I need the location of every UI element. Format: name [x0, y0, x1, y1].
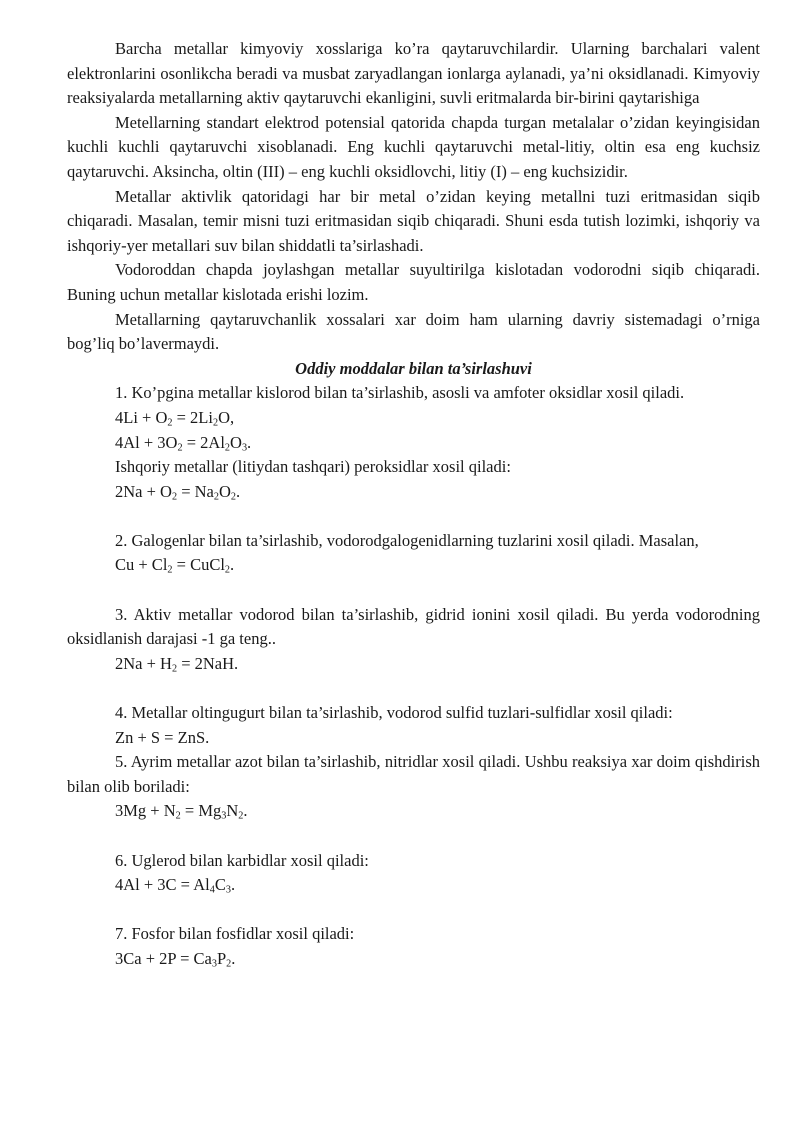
item-halogen-text: 2. Galogenlar bilan ta’sirlashib, vodorodgalogenidlarning tuzlarini xosil qiladi. Masalan,: [115, 530, 699, 550]
item-hydrogen-text: 3. Aktiv metallar vodorod bilan ta’sirlashib, gidrid ionini xosil qiladi. Bu yerda vodorodning oksidlanish darajasi -1 ga teng..: [67, 604, 760, 649]
item-phosphorus-text: 7. Fosfor bilan fosfidlar xosil qiladi:: [115, 924, 355, 944]
item-carbon-text: 6. Uglerod bilan karbidlar xosil qiladi:: [115, 850, 369, 870]
equation-ca-phosphide: $3Ca + 2P = Ca_3P_2$.: [115, 948, 236, 970]
item-peroxide-note: Ishqoriy metallar (litiydan tashqari) peroksidlar xosil qiladi:: [115, 457, 511, 477]
spacer: [67, 578, 760, 603]
equation-li-oxide: $4Li + O_2 = 2Li_2O$,: [115, 407, 235, 429]
equation-zn-sulfide: Zn + S = ZnS.: [115, 727, 210, 747]
paragraph-hydrogen-displacement: Vodoroddan chapda joylashgan metallar suyultirilga kislotadan vodorodni siqib chiqaradi. Buning uchun metallar kislotada erishi lozim.: [67, 260, 760, 304]
spacer: [67, 898, 760, 923]
equation-al-carbide: $4Al + 3C = Al_4C_3$.: [115, 875, 236, 896]
item-nitrogen-text: 5. Ayrim metallar azot bilan ta’sirlashib, nitridlar xosil qiladi. Ushbu reaksiya xar doim qishdirish bilan olib boriladi:: [67, 752, 760, 796]
spacer: [67, 504, 760, 529]
item-oxygen-text: 1. Ko’pgina metallar kislorod bilan ta’sirlashib, asosli va amfoter oksidlar xosil qiladi.: [115, 383, 685, 403]
equation-al-oxide: $4Al + 3O_2 = 2Al_2O_3$.: [115, 432, 252, 454]
paragraph-electrode-potential: Metellarning standart elektrod potensial qatorida chapda turgan metalalar o’zidan keyingisidan kuchli kuchli qaytaruvchi xisoblanadi. Eng kuchli qaytaruvchi metal-litiy, oltin esa eng kuchsiz qaytaruvchi. Aksincha, oltin (III) – eng kuchli oksidlovchi, litiy (I) – eng kuchsizidir.: [67, 112, 760, 181]
section-heading: Oddiy moddalar bilan ta’sirlashuvi: [295, 358, 532, 378]
spacer: [67, 676, 760, 701]
item-sulfur-text: 4. Metallar oltingugurt bilan ta’sirlashib, vodorod sulfid tuzlari-sulfidlar xosil qiladi:: [115, 703, 673, 723]
equation-na-hydride: $2Na + H_2 = 2NaH$.: [115, 653, 239, 675]
paragraph-reducing-properties: Barcha metallar kimyoviy xosslariga ko’ra qaytaruvchilardir. Ularning barchalari valent elektronlarini osonlikcha beradi va musbat zaryadlangan ionlarga aylanadi, ya’ni oksidlanadi. Kimyoviy reaksiyalarda metallarning aktiv qaytaruvchi ekanligini, suvli eritmalarda bir-birini qaytarishiga: [67, 39, 760, 108]
equation-na-peroxide: $2Na + O_2 = Na_2O_2$.: [115, 481, 241, 503]
paragraph-activity-series: Metallar aktivlik qatoridagi har bir metal o’zidan keying metallni tuzi eritmasidan siqib chiqaradi. Masalan, temir misni tuzi eritmasidan siqib chiqaradi. Shuni esda tutish lozimki, ishqoriy va ishqoriy-yer metallari suv bilan shiddatli ta’sirlashadi.: [67, 186, 760, 255]
equation-mg-nitride: $3Mg + N_2 = Mg_3N_2$.: [115, 801, 248, 822]
equation-cu-chloride: $Cu + Cl_2$ = CuCl$_2$.: [115, 555, 235, 577]
paragraph-periodic-position: Metallarning qaytaruvchanlik xossalari xar doim ham ularning davriy sistemadagi o’rniga bog’liq bo’lavermaydi.: [67, 309, 760, 354]
spacer: [67, 824, 760, 849]
